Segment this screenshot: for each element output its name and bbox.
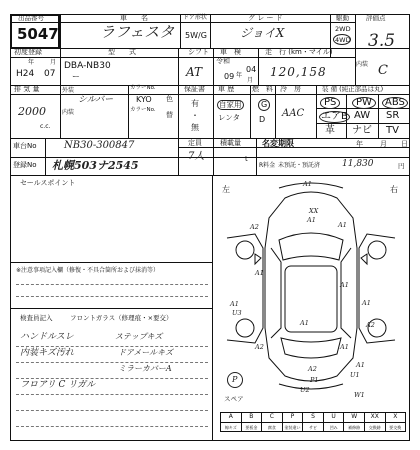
first-reg-month: 07 xyxy=(44,69,56,79)
cooling-label: 冷 房 xyxy=(280,85,301,93)
ext-color: シルバー xyxy=(78,95,114,105)
chassis-label: 車台No xyxy=(13,142,37,150)
note-4: ステップキズ xyxy=(115,332,163,341)
drive-4wd: 4WD xyxy=(335,36,351,44)
diagram-left-label: 左 xyxy=(222,185,230,194)
drive-2wd: 2WD xyxy=(335,25,351,33)
note-5: ドアメールキズ xyxy=(118,348,173,357)
diagram-right-label: 右 xyxy=(390,185,398,194)
inspection-era: 令和 xyxy=(216,57,230,65)
recycle-status: 未預託・預託済 xyxy=(278,162,321,169)
first-reg-label: 初度登録 xyxy=(14,48,42,56)
legend-descriptions: 線キズ 要板金 腐食 塗装違い サビ 凹み 補修跡 交換跡 要交換 xyxy=(221,423,405,432)
equip-tv: TV xyxy=(386,125,399,136)
fuel-label: 燃 料 xyxy=(252,85,273,93)
displacement-label: 排 気 量 xyxy=(14,85,40,93)
glass-label: フロントガラス（修理痕・×要交） xyxy=(70,314,173,322)
shift-label: シフト xyxy=(188,48,209,56)
capacity-label: 定員 xyxy=(188,139,202,147)
legend-codes: A B C P S U W XX X xyxy=(221,413,405,423)
meigi-label: 名変期限 xyxy=(262,139,294,148)
fuel-g: G xyxy=(258,99,270,111)
load-label: 積載量 xyxy=(220,139,241,147)
frame-bottom xyxy=(10,440,410,441)
notes-label: ※注意事項記入欄（修復・不具合箇所および抹消等） xyxy=(16,267,160,274)
mileage-label: 走 行 (km・マイル) xyxy=(265,48,333,56)
note-3: フロアリ C リガル xyxy=(20,380,96,390)
car-name-label: 車 名 xyxy=(120,14,148,22)
auction-sheet: 出品番号 5047 車 名 ラフェスタ ドア形状 5W/G グ レ ー ド ジョイX 駆動 2WD 4WD 評価点 3.5 初度登録 年 月 H24 07 型 式 DBA-NB30 ー シフト AT 車 検 令和 09 年 04 月 走 行 (km・マイル) 120,158 内装 C 排 気 量 2000 c.c. 外装 内装 シルバー カラーNo. KYO カラーNo. 色 替 保証書 有 ・ 無 車 歴 自家用 レンタ 燃 料 G D 冷 房 AAC 装 備 (純正部品は丸) PS PW ABS エアB AW SR 革 ナビ TV 車台No NB30-300847 定員 7人 積載量 t 名変期限 年 月 日 登録No 札幌503ナ2545 R料金 未預託・預託済 11,830 円 セールスポイント ※注意事項記入欄（修復・不具合箇所および抹消等） 検査員記入 フロントガラス（修理痕・×要交） ハンドルスレ 内装キズ汚れ フロアリ C リガル ステップキズ ドアメールキズ ミラーカバーA 左 右 A1 XX A1 A2 A1 A1 A1 U3 A1 A1 A2 A2 A1 A1 A2 P1 U2 U1 A1 W1 P スペア A B C P S U W XX X 線キズ 要板金 腐食 塗装違い サビ 凹み 補修跡 交換跡 要交換 xyxy=(0,0,420,450)
cooling: AAC xyxy=(282,108,305,119)
door-type: 5W/G xyxy=(185,31,207,40)
warranty-label: 保証書 xyxy=(184,85,205,93)
recycle-label: R料金 xyxy=(259,162,276,169)
score-label: 評価点 xyxy=(366,14,386,22)
capacity: 7人 xyxy=(188,151,205,162)
interior-label: 内装 xyxy=(356,61,369,68)
equip-leather: 革 xyxy=(325,125,335,136)
reg-label: 登録No xyxy=(13,161,37,169)
grade: ジョイX xyxy=(240,26,285,40)
first-reg-era: H24 xyxy=(16,69,35,79)
legend-table xyxy=(220,412,406,432)
chassis-number: NB30-300847 xyxy=(64,140,135,151)
equip-airbag: エアB xyxy=(321,111,348,122)
inspector-label: 検査員記入 xyxy=(20,314,53,322)
equip-aw: AW xyxy=(354,110,371,121)
equip-navi: ナビ xyxy=(352,125,372,136)
lot-number: 5047 xyxy=(17,25,59,43)
drive-label: 駆動 xyxy=(336,14,349,22)
inspection-month: 04 xyxy=(246,65,257,74)
lot-label: 出品番号 xyxy=(18,14,44,22)
frame-left xyxy=(10,14,11,441)
inspection-year: 09 xyxy=(224,72,235,81)
history-private: 自家用 xyxy=(219,100,242,109)
mileage: 120,158 xyxy=(270,65,327,79)
color-no: KYO xyxy=(136,95,152,104)
interior-score: C xyxy=(378,63,388,78)
grade-label: グ レ ー ド xyxy=(248,14,283,22)
car-name: ラフェスタ xyxy=(100,23,175,41)
door-label: ドア形状 xyxy=(183,14,207,21)
score: 3.5 xyxy=(368,31,396,51)
reg-number: 札幌503ナ2545 xyxy=(52,159,139,172)
displacement: 2000 xyxy=(18,105,46,118)
recycle-amount: 11,830 xyxy=(342,159,374,169)
history-label: 車 歴 xyxy=(218,85,235,93)
shift: AT xyxy=(186,65,203,79)
model-label: 型 式 xyxy=(108,48,136,56)
equip-label: 装 備 (純正部品は丸) xyxy=(322,85,384,93)
sales-point-label: セールスポイント xyxy=(20,179,76,187)
frame-right xyxy=(409,14,410,441)
equip-sr: SR xyxy=(386,110,400,121)
spare-label: スペア xyxy=(224,395,244,403)
equip-abs: ABS xyxy=(382,97,408,109)
spare-value: P xyxy=(232,375,238,384)
note-1: ハンドルスレ xyxy=(20,332,74,342)
equip-ps: PS xyxy=(320,97,340,109)
equip-pw: PW xyxy=(352,97,376,109)
inspection-label: 車 検 xyxy=(220,48,241,56)
model-code: DBA-NB30 xyxy=(64,61,111,71)
note-6: ミラーカバーA xyxy=(118,364,172,373)
note-2: 内装キズ汚れ xyxy=(20,348,74,358)
